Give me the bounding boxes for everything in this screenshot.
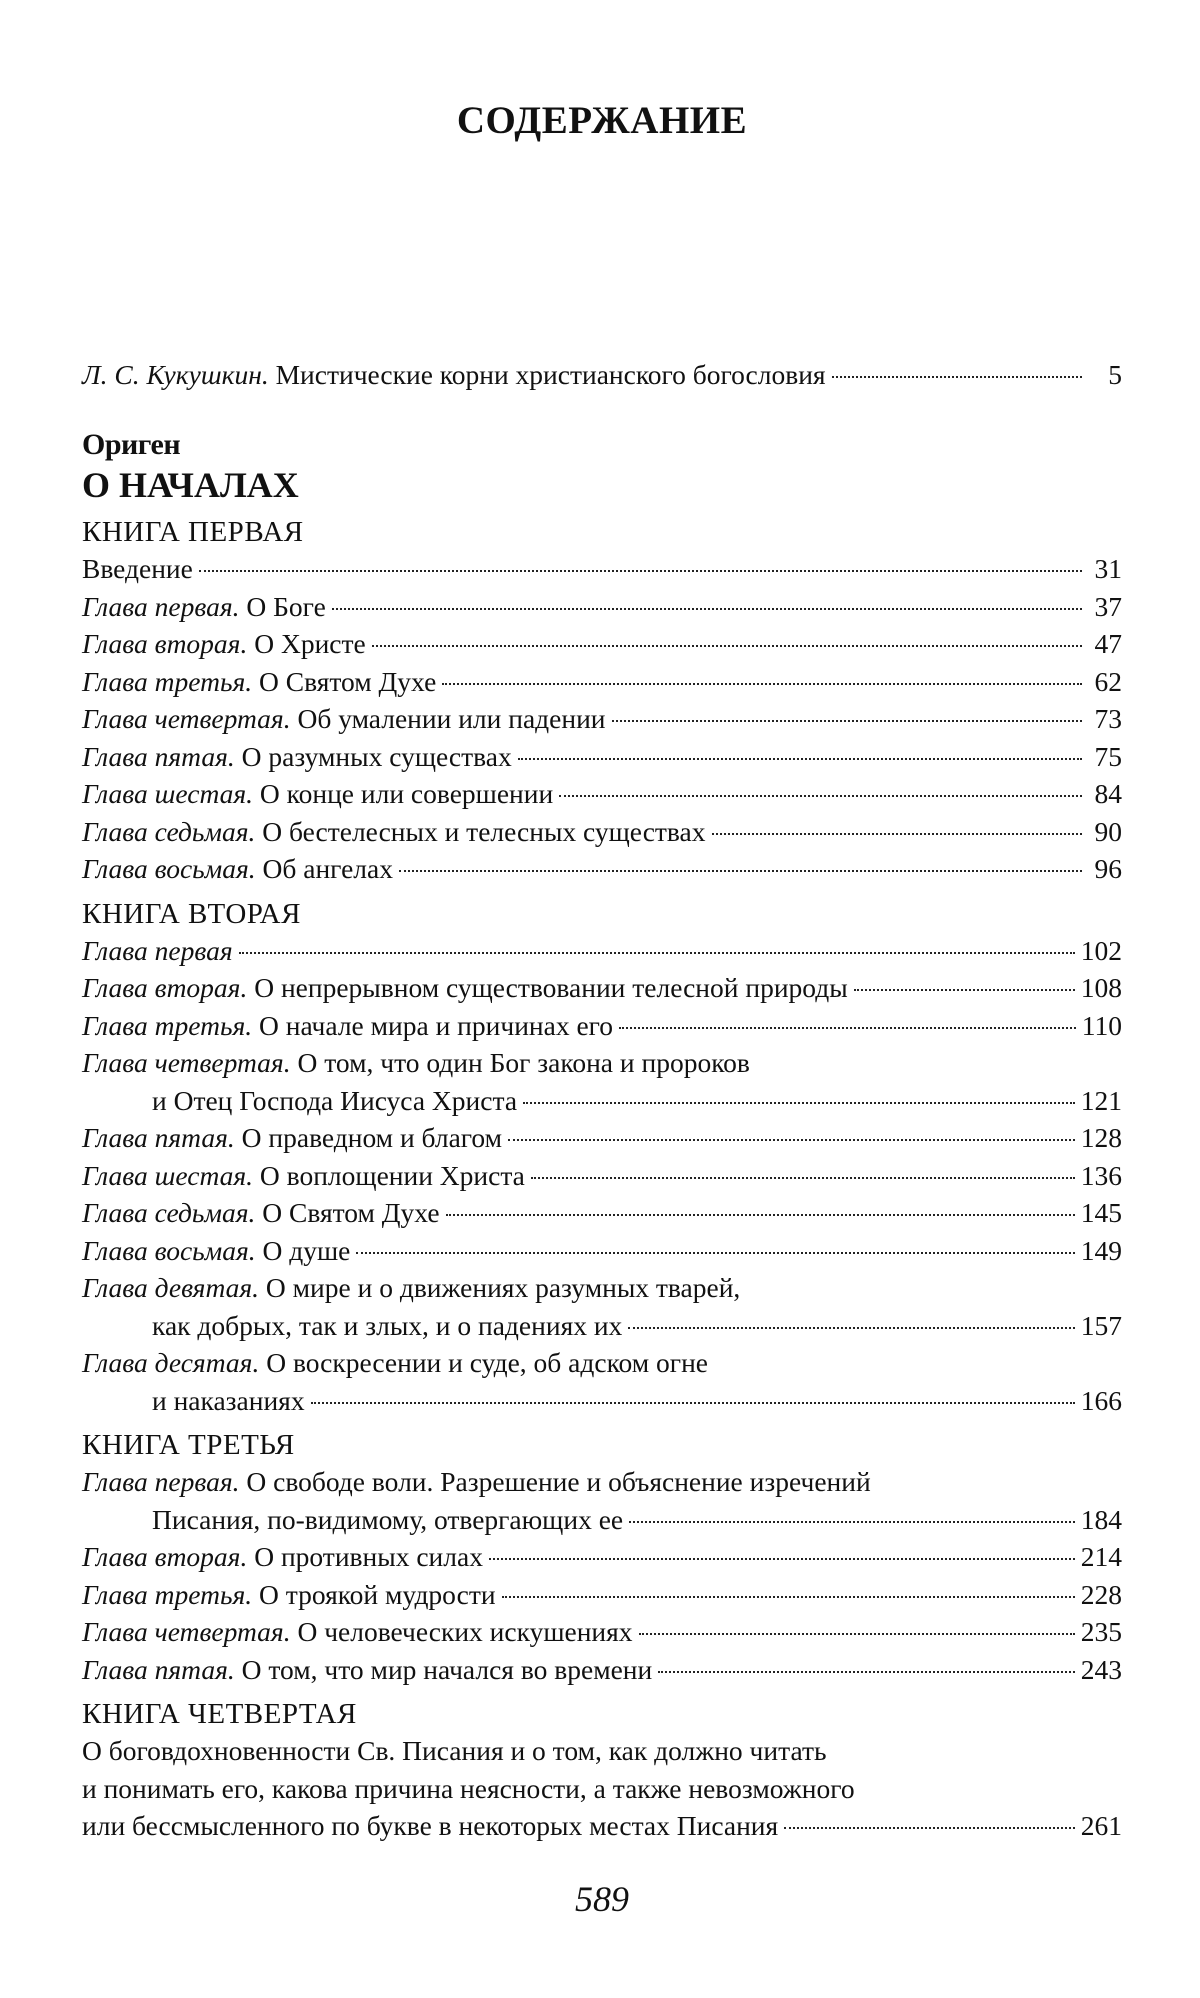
dot-leader <box>612 720 1082 722</box>
page-number: 62 <box>1094 665 1122 697</box>
chapter-title: и наказаниях <box>152 1384 305 1416</box>
page-number: 243 <box>1080 1653 1122 1685</box>
toc-entry[interactable] <box>82 1576 1122 1614</box>
chapter-title: и Отец Господа Иисуса Христа <box>152 1084 518 1116</box>
dot-leader <box>356 1252 1074 1254</box>
dot-leader <box>628 1327 1074 1329</box>
page-number: 136 <box>1080 1159 1122 1191</box>
dot-leader <box>446 1214 1075 1216</box>
chapter-title: О начале мира и причинах его <box>259 1009 614 1041</box>
page-number: 128 <box>1080 1122 1122 1153</box>
chapter-label: Глава третья. <box>82 1578 253 1610</box>
toc-entry[interactable] <box>82 1613 1122 1651</box>
dot-leader <box>489 1558 1075 1560</box>
toc-entry[interactable] <box>82 625 1122 663</box>
dot-leader <box>531 1177 1075 1179</box>
dot-leader <box>199 570 1082 572</box>
page-number: 75 <box>1094 740 1122 772</box>
chapter-label: Глава десятая. <box>82 1347 260 1378</box>
books-list <box>82 514 1122 1845</box>
chapter-title: О Боге <box>246 590 326 622</box>
page-number: 90 <box>1094 815 1122 847</box>
dot-leader <box>332 608 1082 610</box>
book-heading: КНИГА ЧЕТВЕРТАЯ <box>82 1698 357 1730</box>
toc-entry[interactable] <box>82 969 1122 1007</box>
chapter-label: Глава первая. <box>82 590 240 622</box>
dot-leader <box>399 870 1082 872</box>
book-heading: КНИГА ВТОРАЯ <box>82 897 301 930</box>
page-number: 235 <box>1080 1616 1122 1647</box>
book-heading: КНИГА ТРЕТЬЯ <box>82 1429 295 1461</box>
dot-leader <box>619 1027 1076 1029</box>
page-number: 121 <box>1080 1084 1122 1116</box>
intro-author-label: Л. С. Кукушкин. <box>82 359 269 390</box>
dot-leader <box>712 833 1082 835</box>
chapter-title: О свободе воли. Разрешение и объяснение изречений <box>246 1466 871 1497</box>
dot-leader <box>442 683 1082 685</box>
page-number: 110 <box>1081 1009 1122 1041</box>
chapter-label: Глава вторая. <box>82 1541 248 1572</box>
toc-entry[interactable] <box>82 1157 1122 1195</box>
chapter-label: Глава седьмая. <box>82 815 256 847</box>
dot-leader <box>502 1596 1075 1598</box>
chapter-label: Глава третья. <box>82 665 253 697</box>
chapter-title: или бессмысленного по букве в некоторых местах Писания <box>82 1810 779 1841</box>
chapter-label: Глава четвертая. <box>82 1616 291 1647</box>
dot-leader <box>372 645 1082 647</box>
chapter-title: О мире и о движениях разумных тварей, <box>265 1272 741 1303</box>
dot-leader <box>854 989 1075 991</box>
chapter-title: О воплощении Христа <box>259 1159 525 1191</box>
toc-entry[interactable] <box>82 1119 1122 1157</box>
toc-entry[interactable] <box>82 1044 1122 1119</box>
page-title: СОДЕРЖАНИЕ <box>456 99 748 142</box>
chapter-label: Глава пятая. <box>82 1122 235 1153</box>
chapter-label: Глава девятая. <box>82 1272 260 1303</box>
chapter-title: О непрерывном существовании телесной природы <box>254 972 848 1003</box>
chapter-label: Глава пятая. <box>82 740 235 772</box>
chapter-title: как добрых, так и злых, и о падениях их <box>152 1309 623 1341</box>
chapter-label: Глава первая <box>82 934 233 966</box>
chapter-label: Глава вторая. <box>82 972 248 1003</box>
chapter-title: О конце или совершении <box>259 778 554 809</box>
page-number: 31 <box>1094 553 1122 584</box>
chapter-label: Глава четвертая. <box>82 1047 291 1078</box>
chapter-title: О разумных существах <box>241 740 512 772</box>
chapter-title: О бестелесных и телесных существах <box>262 815 706 847</box>
page-number: 261 <box>1080 1810 1122 1841</box>
author-name: Ориген <box>82 428 181 461</box>
toc-entry[interactable] <box>82 738 1122 776</box>
toc-entry[interactable] <box>82 1007 1122 1045</box>
chapter-title: О Христе <box>254 628 366 659</box>
dot-leader <box>629 1521 1075 1523</box>
toc-entry[interactable] <box>82 1538 1122 1576</box>
chapter-title: О том, что один Бог закона и пророков <box>297 1047 750 1078</box>
chapter-title: Об умалении или падении <box>297 703 606 734</box>
toc-entry[interactable] <box>82 1732 1122 1845</box>
page-number: 5 <box>1108 359 1122 390</box>
chapter-label: Глава шестая. <box>82 778 254 809</box>
toc-entry[interactable] <box>82 1463 1122 1538</box>
page-number: 108 <box>1080 972 1122 1003</box>
book-heading: КНИГА ПЕРВАЯ <box>82 516 304 548</box>
page-number: 214 <box>1080 1541 1122 1572</box>
chapter-title: Об ангелах <box>262 853 393 884</box>
toc-entry[interactable] <box>82 813 1122 851</box>
toc-entry[interactable] <box>82 1344 1122 1419</box>
dot-leader <box>658 1671 1075 1673</box>
page-number: 157 <box>1080 1309 1122 1341</box>
toc-entry[interactable] <box>82 775 1122 813</box>
toc-entry[interactable] <box>82 1194 1122 1232</box>
chapter-title: О том, что мир начался во времени <box>241 1653 653 1685</box>
chapter-label: Глава восьмая. <box>82 1234 256 1266</box>
dot-leader <box>559 795 1082 797</box>
page-number: 47 <box>1094 628 1122 659</box>
dot-leader <box>639 1633 1075 1635</box>
page-number: 228 <box>1080 1578 1122 1610</box>
dot-leader <box>311 1402 1075 1404</box>
dot-leader <box>239 952 1075 954</box>
chapter-title: Введение <box>82 553 193 584</box>
chapter-label: Глава четвертая. <box>82 703 291 734</box>
chapter-title: О Святом Духе <box>259 665 437 697</box>
intro-title: Мистические корни христианского богословия <box>275 359 826 390</box>
chapter-label: Глава вторая. <box>82 628 248 659</box>
chapter-title: и понимать его, какова причина неясности, а также невозможного <box>82 1772 855 1804</box>
chapter-title: О Святом Духе <box>262 1197 440 1228</box>
page-number: 145 <box>1080 1197 1122 1228</box>
toc-entry[interactable] <box>82 1232 1122 1270</box>
toc-page <box>82 0 1122 1998</box>
page-number: 37 <box>1094 590 1122 622</box>
dot-leader <box>518 758 1082 760</box>
toc-entry[interactable] <box>82 663 1122 701</box>
page-number: 149 <box>1080 1234 1122 1266</box>
chapter-title: О праведном и благом <box>241 1122 502 1153</box>
chapter-label: Глава восьмая. <box>82 853 256 884</box>
chapter-label: Глава первая. <box>82 1466 240 1497</box>
toc-entry-intro[interactable] <box>82 356 1122 394</box>
toc-entry[interactable] <box>82 588 1122 626</box>
page-number: 184 <box>1080 1503 1122 1535</box>
chapter-title: О противных силах <box>254 1541 483 1572</box>
toc-entry[interactable] <box>82 850 1122 888</box>
dot-leader <box>784 1827 1075 1829</box>
dot-leader <box>508 1139 1075 1141</box>
page-number: 73 <box>1094 703 1122 734</box>
toc-entry[interactable] <box>82 1651 1122 1689</box>
chapter-title: О воскресении и суде, об адском огне <box>266 1347 708 1378</box>
chapter-title: О боговдохновенности Св. Писания и о том, как должно читать <box>82 1735 827 1766</box>
chapter-label: Глава пятая. <box>82 1653 235 1685</box>
dot-leader <box>832 376 1082 378</box>
chapter-label: Глава третья. <box>82 1009 253 1041</box>
folio-page-number: 589 <box>575 1879 629 1919</box>
work-header <box>82 428 299 506</box>
chapter-title: Писания, по-видимому, отвергающих ее <box>152 1503 624 1535</box>
chapter-label: Глава седьмая. <box>82 1197 256 1228</box>
chapter-title: О душе <box>262 1234 351 1266</box>
page-number: 84 <box>1094 778 1122 809</box>
dot-leader <box>523 1102 1075 1104</box>
chapter-label: Глава шестая. <box>82 1159 254 1191</box>
work-title: О НАЧАЛАХ <box>82 465 299 505</box>
toc-entry[interactable] <box>82 550 1122 588</box>
page-number: 166 <box>1080 1384 1122 1416</box>
chapter-title: О троякой мудрости <box>259 1578 496 1610</box>
toc-entry[interactable] <box>82 932 1122 970</box>
page-number: 102 <box>1080 934 1122 966</box>
toc-entry[interactable] <box>82 1269 1122 1344</box>
chapter-title: О человеческих искушениях <box>297 1616 633 1647</box>
toc-entry[interactable] <box>82 700 1122 738</box>
page-number: 96 <box>1094 853 1122 884</box>
